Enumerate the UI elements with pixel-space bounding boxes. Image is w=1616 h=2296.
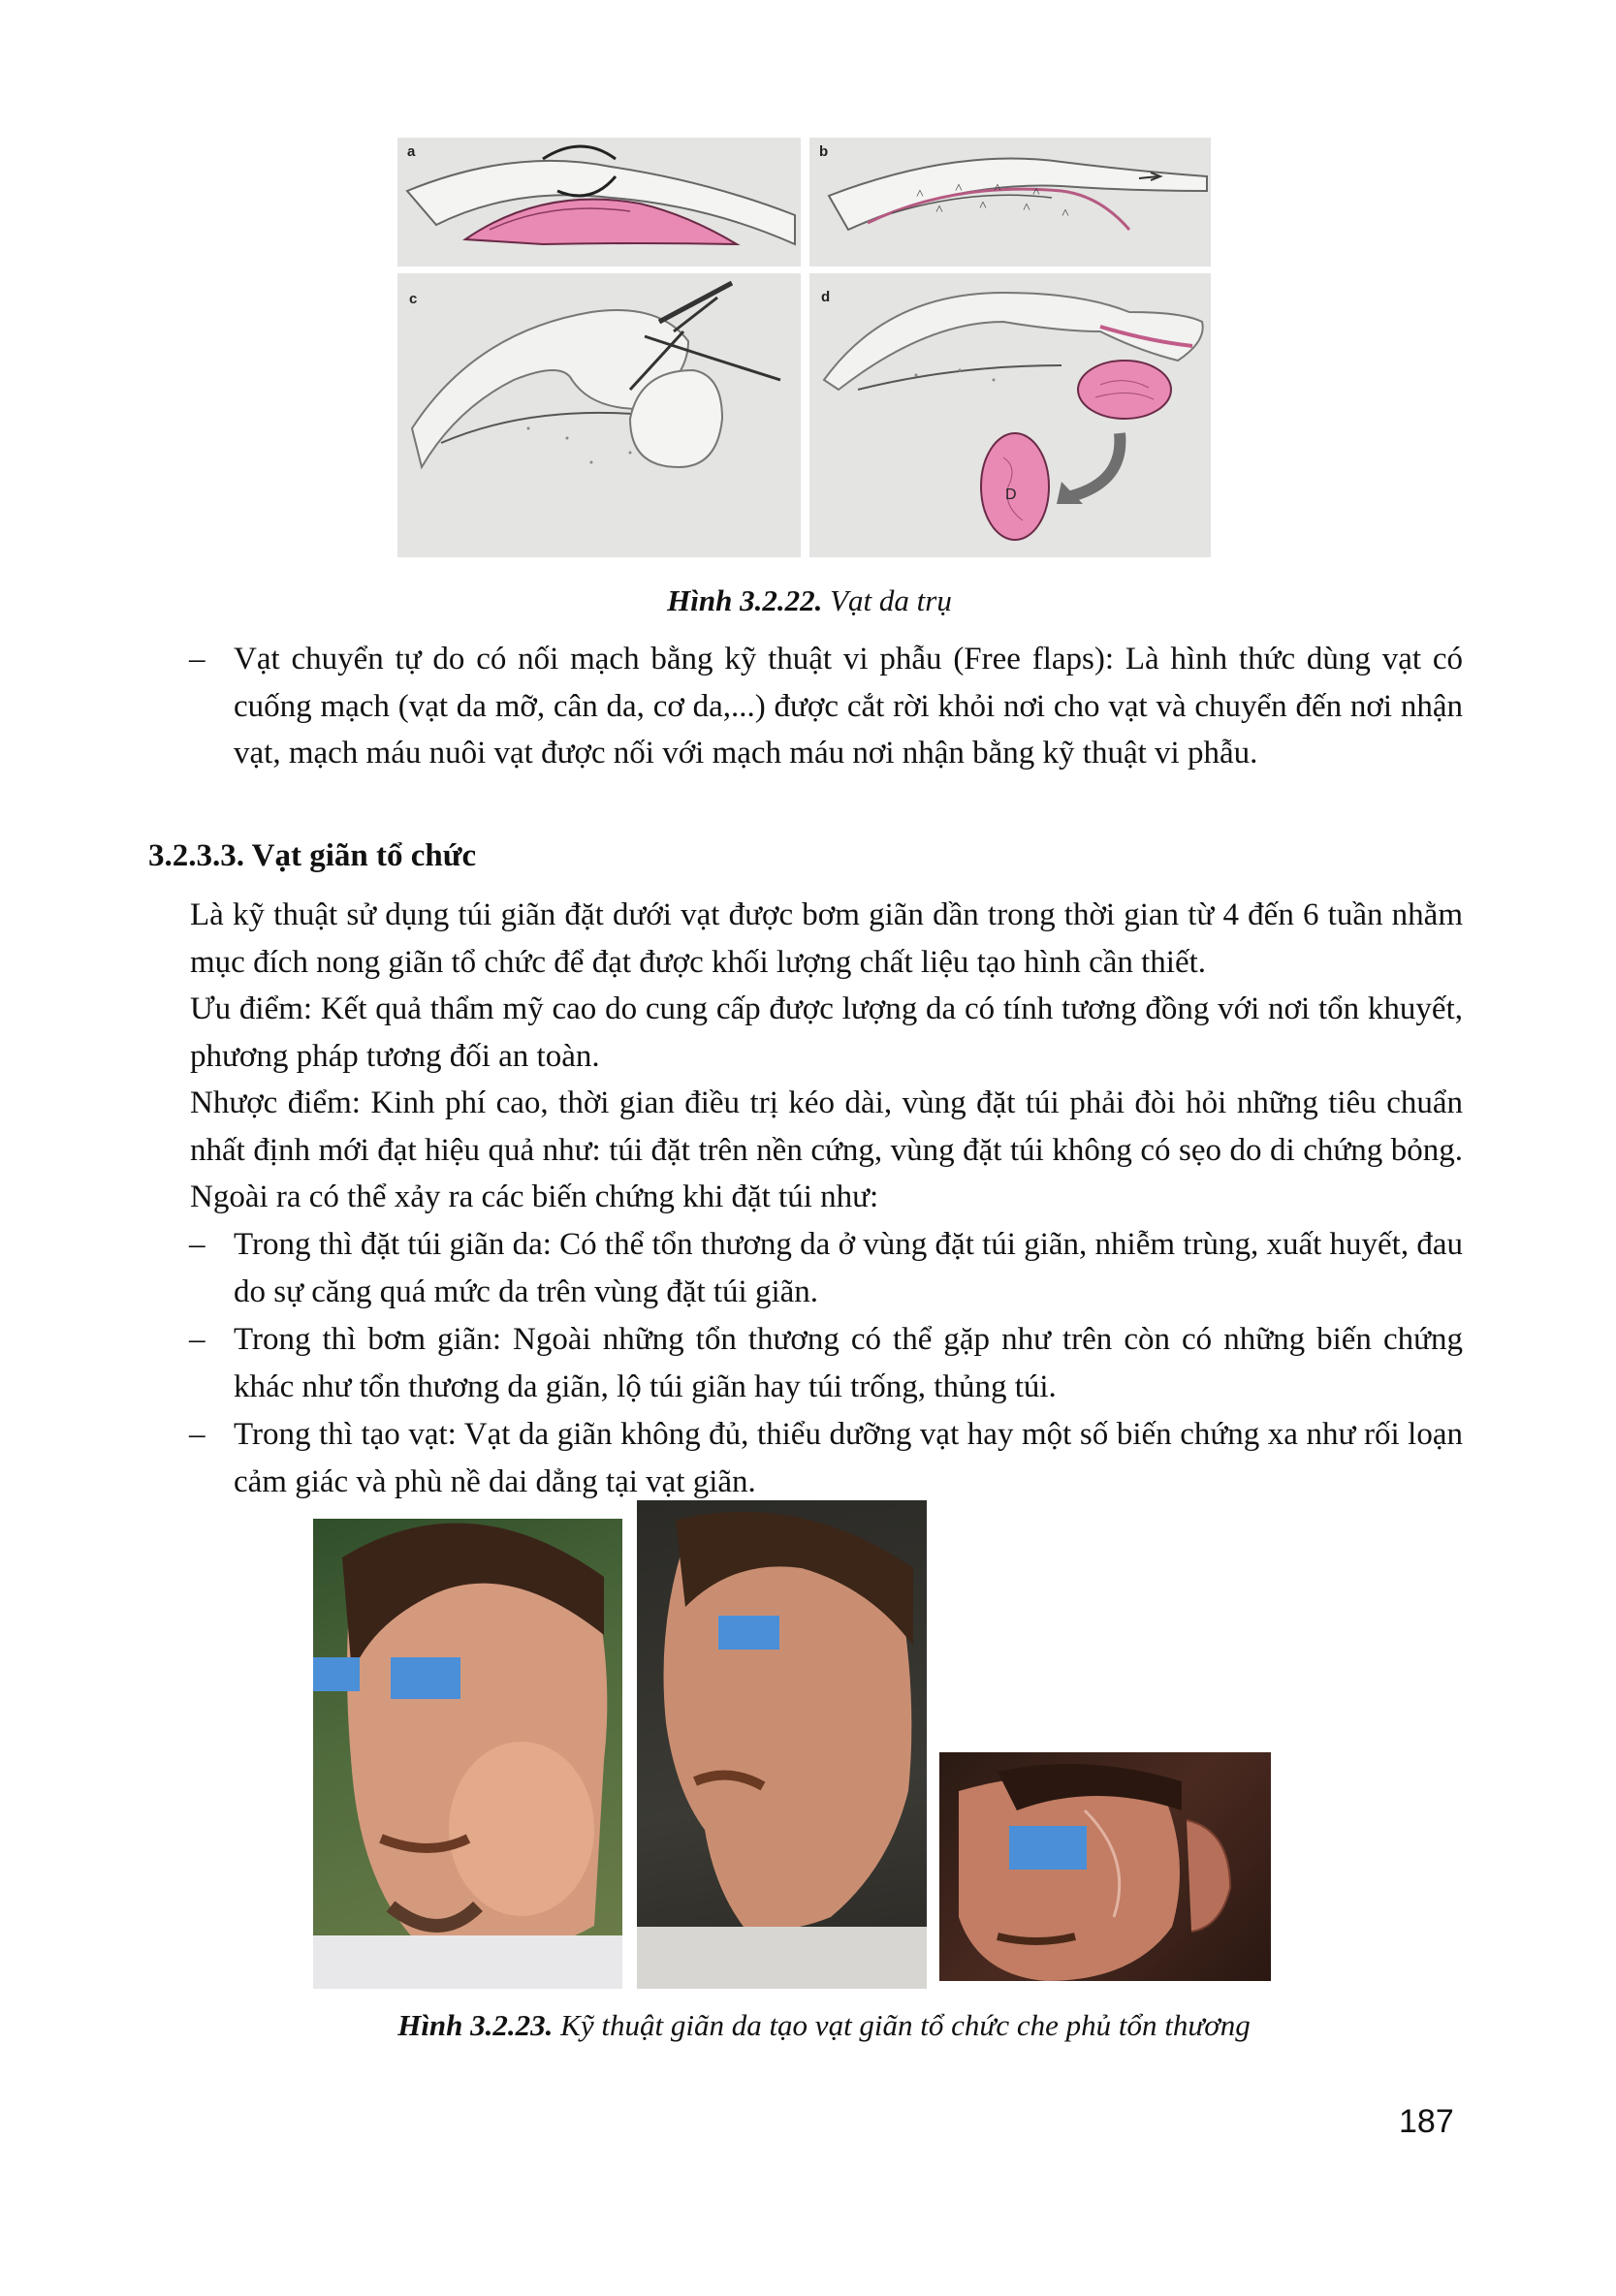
panel-label-a: a [407,143,416,160]
paragraph-definition: Là kỹ thuật sử dụng túi giãn đặt dưới vạt được bơm giãn dần trong thời gian từ 4 đến 6 tuần nhằm mục đích nong giãn tổ chức để đạt được khối lượng chất liệu tạo hình cần thiết. [190,897,1463,980]
svg-text:˄: ˄ [935,203,943,217]
figure-panel-c [397,273,801,557]
svg-text:˄: ˄ [1032,185,1040,200]
panel-label-c: c [409,291,418,307]
bullet-complication-1 [189,1221,1463,1315]
caption-text: Kỹ thuật giãn da tạo vạt giãn tổ chức che phủ tổn thương [553,2008,1251,2042]
figure-panel-a [397,138,801,267]
bullet-dash: – [189,642,206,676]
bullet-dash: – [189,1322,206,1357]
bullet-text: Trong thì tạo vạt: Vạt da giãn không đủ, thiểu dưỡng vạt hay một số biến chứng xa như rối loạn cảm giác và phù nề dai dẳng tại vạt giãn. [234,1417,1463,1499]
flap-diagram-c [397,273,801,557]
clinical-photo-before [313,1519,622,1989]
clinical-photo-after-profile [637,1500,927,1989]
face-illustration-before [313,1519,622,1989]
bullet-text: Trong thì bơm giãn: Ngoài những tổn thương có thể gặp như trên còn có những biến chứng khác như tổn thương da giãn, lộ túi giãn hay túi trống, thủng túi. [234,1322,1463,1404]
svg-text:˄: ˄ [916,187,924,202]
bullet-text: Vạt chuyển tự do có nối mạch bằng kỹ thuật vi phẫu (Free flaps): Là hình thức dùng vạt có cuống mạch (vạt da mỡ, cân da, cơ da,...) được cắt rời khỏi nơi cho vạt và chuyển đến nơi nhận vạt, mạch máu nuôi vạt được nối với mạch máu nơi nhận bằng kỹ thuật vi phẫu. [234,642,1463,771]
page-number: 187 [1399,2103,1454,2140]
bullet-free-flaps [189,636,1463,777]
svg-text:˄: ˄ [1023,201,1030,215]
caption-text: Vạt da trụ [822,583,952,617]
bullet-dash: – [189,1227,206,1262]
flap-d-label: D [1005,487,1017,503]
svg-text:˄: ˄ [1061,206,1069,221]
flap-diagram-a [397,138,801,267]
bullet-complication-3 [189,1411,1463,1505]
figure-caption-3-2-23 [291,2008,1357,2043]
flap-diagram-b [809,138,1211,267]
eye-privacy-block [391,1657,460,1699]
figure-panel-d [809,273,1211,557]
svg-text:˄: ˄ [955,181,963,196]
face-illustration-closeup [939,1752,1271,1981]
clinical-photo-close-up [939,1752,1271,1981]
eye-privacy-block [718,1616,779,1650]
section-heading: 3.2.3.3. Vạt giãn tổ chức [148,838,477,873]
paragraph-disadvantages: Nhược điểm: Kinh phí cao, thời gian điều trị kéo dài, vùng đặt túi phải đòi hỏi những tiêu chuẩn nhất định mới đạt hiệu quả như: túi đặt trên nền cứng, vùng đặt túi không có sẹo do di chứng bỏng. Ngoài ra có thể xảy ra các biến chứng khi đặt túi như: [190,1085,1463,1214]
svg-text:˄: ˄ [979,199,987,213]
eye-privacy-block [313,1657,360,1691]
flap-diagram-d [809,273,1211,557]
caption-label: Hình 3.2.22. [667,583,823,617]
svg-text:˄: ˄ [994,181,1001,196]
caption-label: Hình 3.2.23. [397,2008,554,2042]
bullet-text: Trong thì đặt túi giãn da: Có thể tổn thương da ở vùng đặt túi giãn, nhiễm trùng, xuất huyết, đau do sự căng quá mức da trên vùng đặt túi giãn. [234,1227,1463,1309]
bullet-dash: – [189,1417,206,1452]
panel-label-d: d [821,289,831,305]
paragraph-advantages: Ưu điểm: Kết quả thẩm mỹ cao do cung cấp được lượng da có tính tương đồng với nơi tổn khuyết, phương pháp tương đối an toàn. [190,991,1463,1074]
figure-caption-3-2-22 [543,583,1076,618]
bullet-complication-2 [189,1316,1463,1410]
figure-panel-b [809,138,1211,267]
face-illustration-profile [637,1500,927,1989]
panel-label-b: b [819,143,829,160]
eye-privacy-block [1009,1826,1087,1870]
